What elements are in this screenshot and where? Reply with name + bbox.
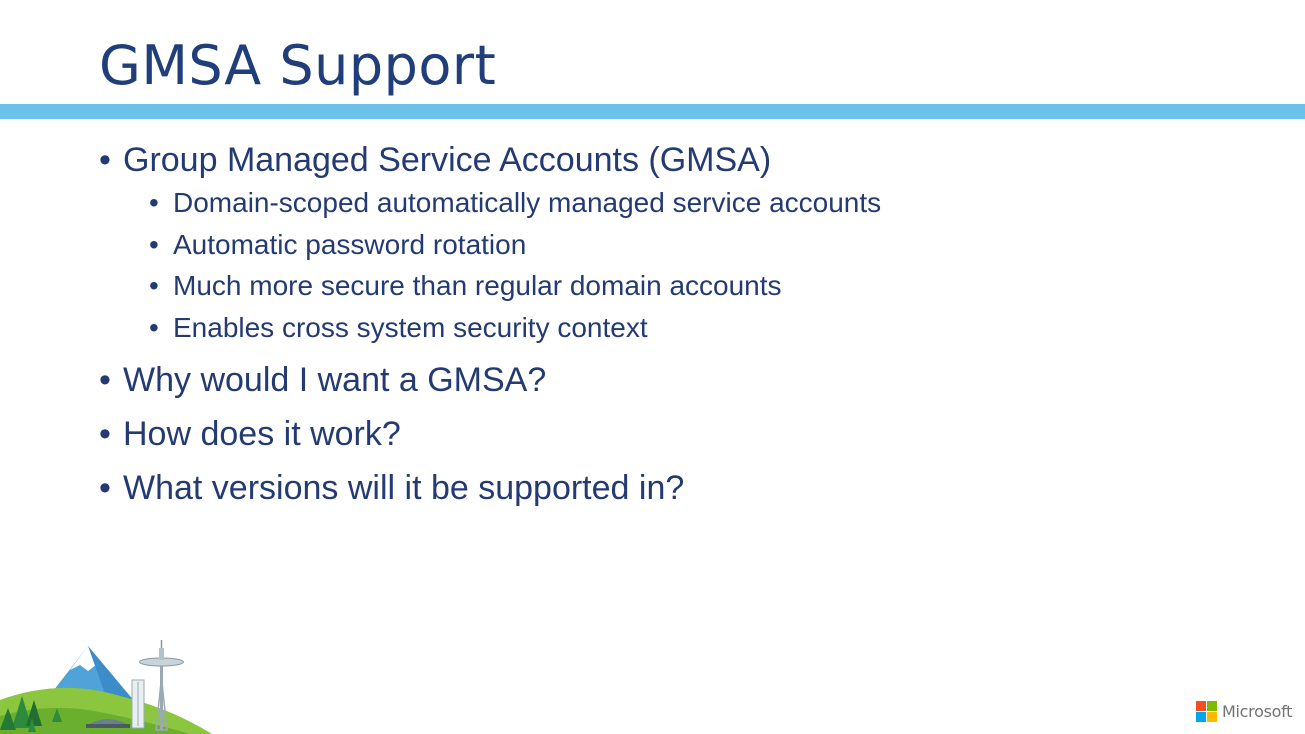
- sub-bullet-password-rotation: • Automatic password rotation: [149, 224, 1249, 266]
- sub-bullet-list: [99, 182, 1249, 348]
- microsoft-squares-icon: [1196, 701, 1217, 722]
- sub-bullet-more-secure: • Much more secure than regular domain accounts: [149, 265, 1249, 307]
- sub-bullet-security-context: • Enables cross system security context: [149, 307, 1249, 349]
- slide-title: GMSA Support: [99, 34, 497, 97]
- bullet-why: • Why would I want a GMSA?: [99, 358, 1249, 402]
- bullet-versions: • What versions will it be supported in?: [99, 466, 1249, 510]
- seattle-landscape-icon: [0, 638, 212, 734]
- title-divider: [0, 104, 1305, 119]
- microsoft-logo: [1196, 700, 1292, 722]
- bullet-gmsa: • Group Managed Service Accounts (GMSA): [99, 138, 1249, 182]
- microsoft-wordmark: Microsoft: [1222, 701, 1293, 721]
- bullet-how: • How does it work?: [99, 412, 1249, 456]
- bullet-list: [99, 138, 1249, 510]
- sub-bullet-domain-scoped: • Domain-scoped automatically managed service accounts: [149, 182, 1249, 224]
